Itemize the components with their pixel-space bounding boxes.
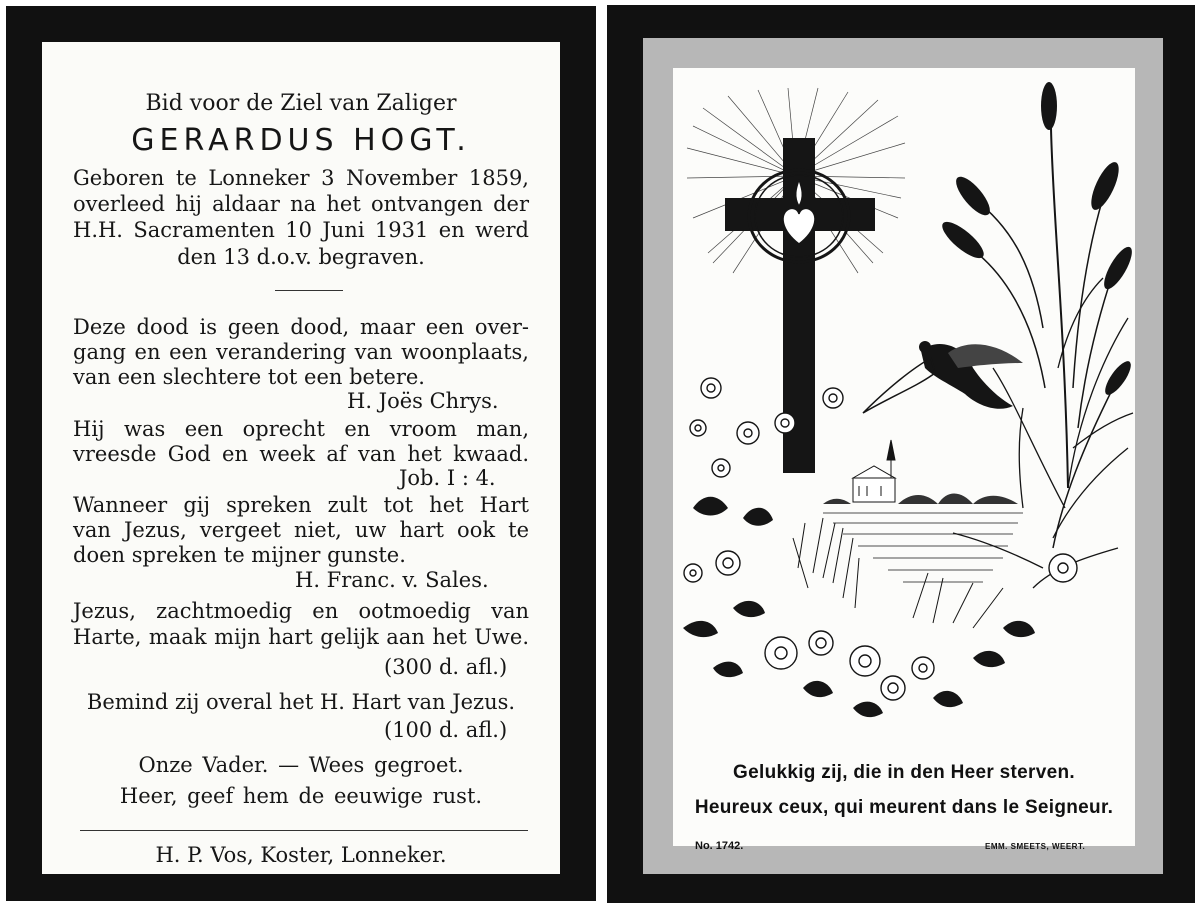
prayer-line: Jezus, zachtmoedig en ootmoedig van: [73, 599, 529, 623]
closing-line: Onze Vader. — Wees gegroet.: [138, 753, 464, 777]
text-panel: [42, 42, 560, 874]
roses: [684, 378, 1077, 700]
quote-line: Deze dood is geen dood, maar een over-: [73, 315, 529, 339]
prayer-line: Harte, maak mijn hart gelijk aan het Uwe.: [73, 625, 529, 649]
rose-foliage: [683, 497, 1035, 717]
quote-line: van Jezus, vergeet niet, uw hart ook te: [73, 518, 529, 542]
memorial-card-text-side: [6, 6, 596, 901]
bio-line: H.H. Sacramenten 10 Juni 1931 en werd: [73, 218, 529, 242]
quote-source: Job. I : 4.: [399, 466, 496, 490]
quote-line: Wanneer gij spreken zult tot het Hart: [73, 493, 529, 517]
closing-line: Heer, geef hem de eeuwige rust.: [119, 784, 483, 808]
silver-border: [643, 38, 1163, 874]
quote-line: van een slechtere tot een betere.: [73, 365, 425, 389]
bio-line: overleed hij aldaar na het ontvangen der: [73, 192, 529, 216]
pond: [823, 513, 1023, 582]
grass: [793, 518, 1003, 628]
quote-line: doen spreken te mijner gunste.: [73, 543, 406, 567]
printer-credit: EMM. SMEETS, WEERT.: [985, 842, 1086, 851]
quote-line: vreesde God en week af van het kwaad.: [73, 442, 529, 466]
quote-line: gang en een verandering van woonplaats,: [73, 340, 529, 364]
divider-short: [275, 290, 343, 291]
indulgence-note: (300 d. afl.): [384, 655, 508, 679]
bio-line: den 13 d.o.v. begraven.: [177, 245, 425, 269]
deceased-name: GERARDUS HOGT.: [131, 123, 471, 158]
quote-line: Hij was een oprecht en vroom man,: [73, 417, 529, 441]
quote-source: H. Franc. v. Sales.: [295, 568, 489, 592]
card-header: Bid voor de Ziel van Zaliger: [145, 91, 457, 116]
memorial-card-image-side: [607, 5, 1195, 903]
image-panel: [673, 68, 1135, 852]
memorial-illustration: [673, 68, 1135, 748]
caption-dutch: Gelukkig zij, die in den Heer sterven.: [733, 762, 1075, 783]
cattails: [937, 82, 1137, 548]
distant-church: [853, 440, 895, 502]
treeline: [823, 493, 1018, 504]
caption-french: Heureux ceux, qui meurent dans le Seigneur.: [694, 797, 1114, 818]
bio-line: Geboren te Lonneker 3 November 1859,: [73, 166, 529, 190]
indulgence-note: (100 d. afl.): [384, 718, 508, 742]
divider-long: [80, 830, 528, 831]
card-footer: H. P. Vos, Koster, Lonneker.: [155, 843, 447, 867]
quote-source: H. Joës Chrys.: [347, 389, 499, 413]
card-number: No. 1742.: [695, 840, 744, 852]
prayer-line: Bemind zij overal het H. Hart van Jezus.: [86, 690, 516, 714]
